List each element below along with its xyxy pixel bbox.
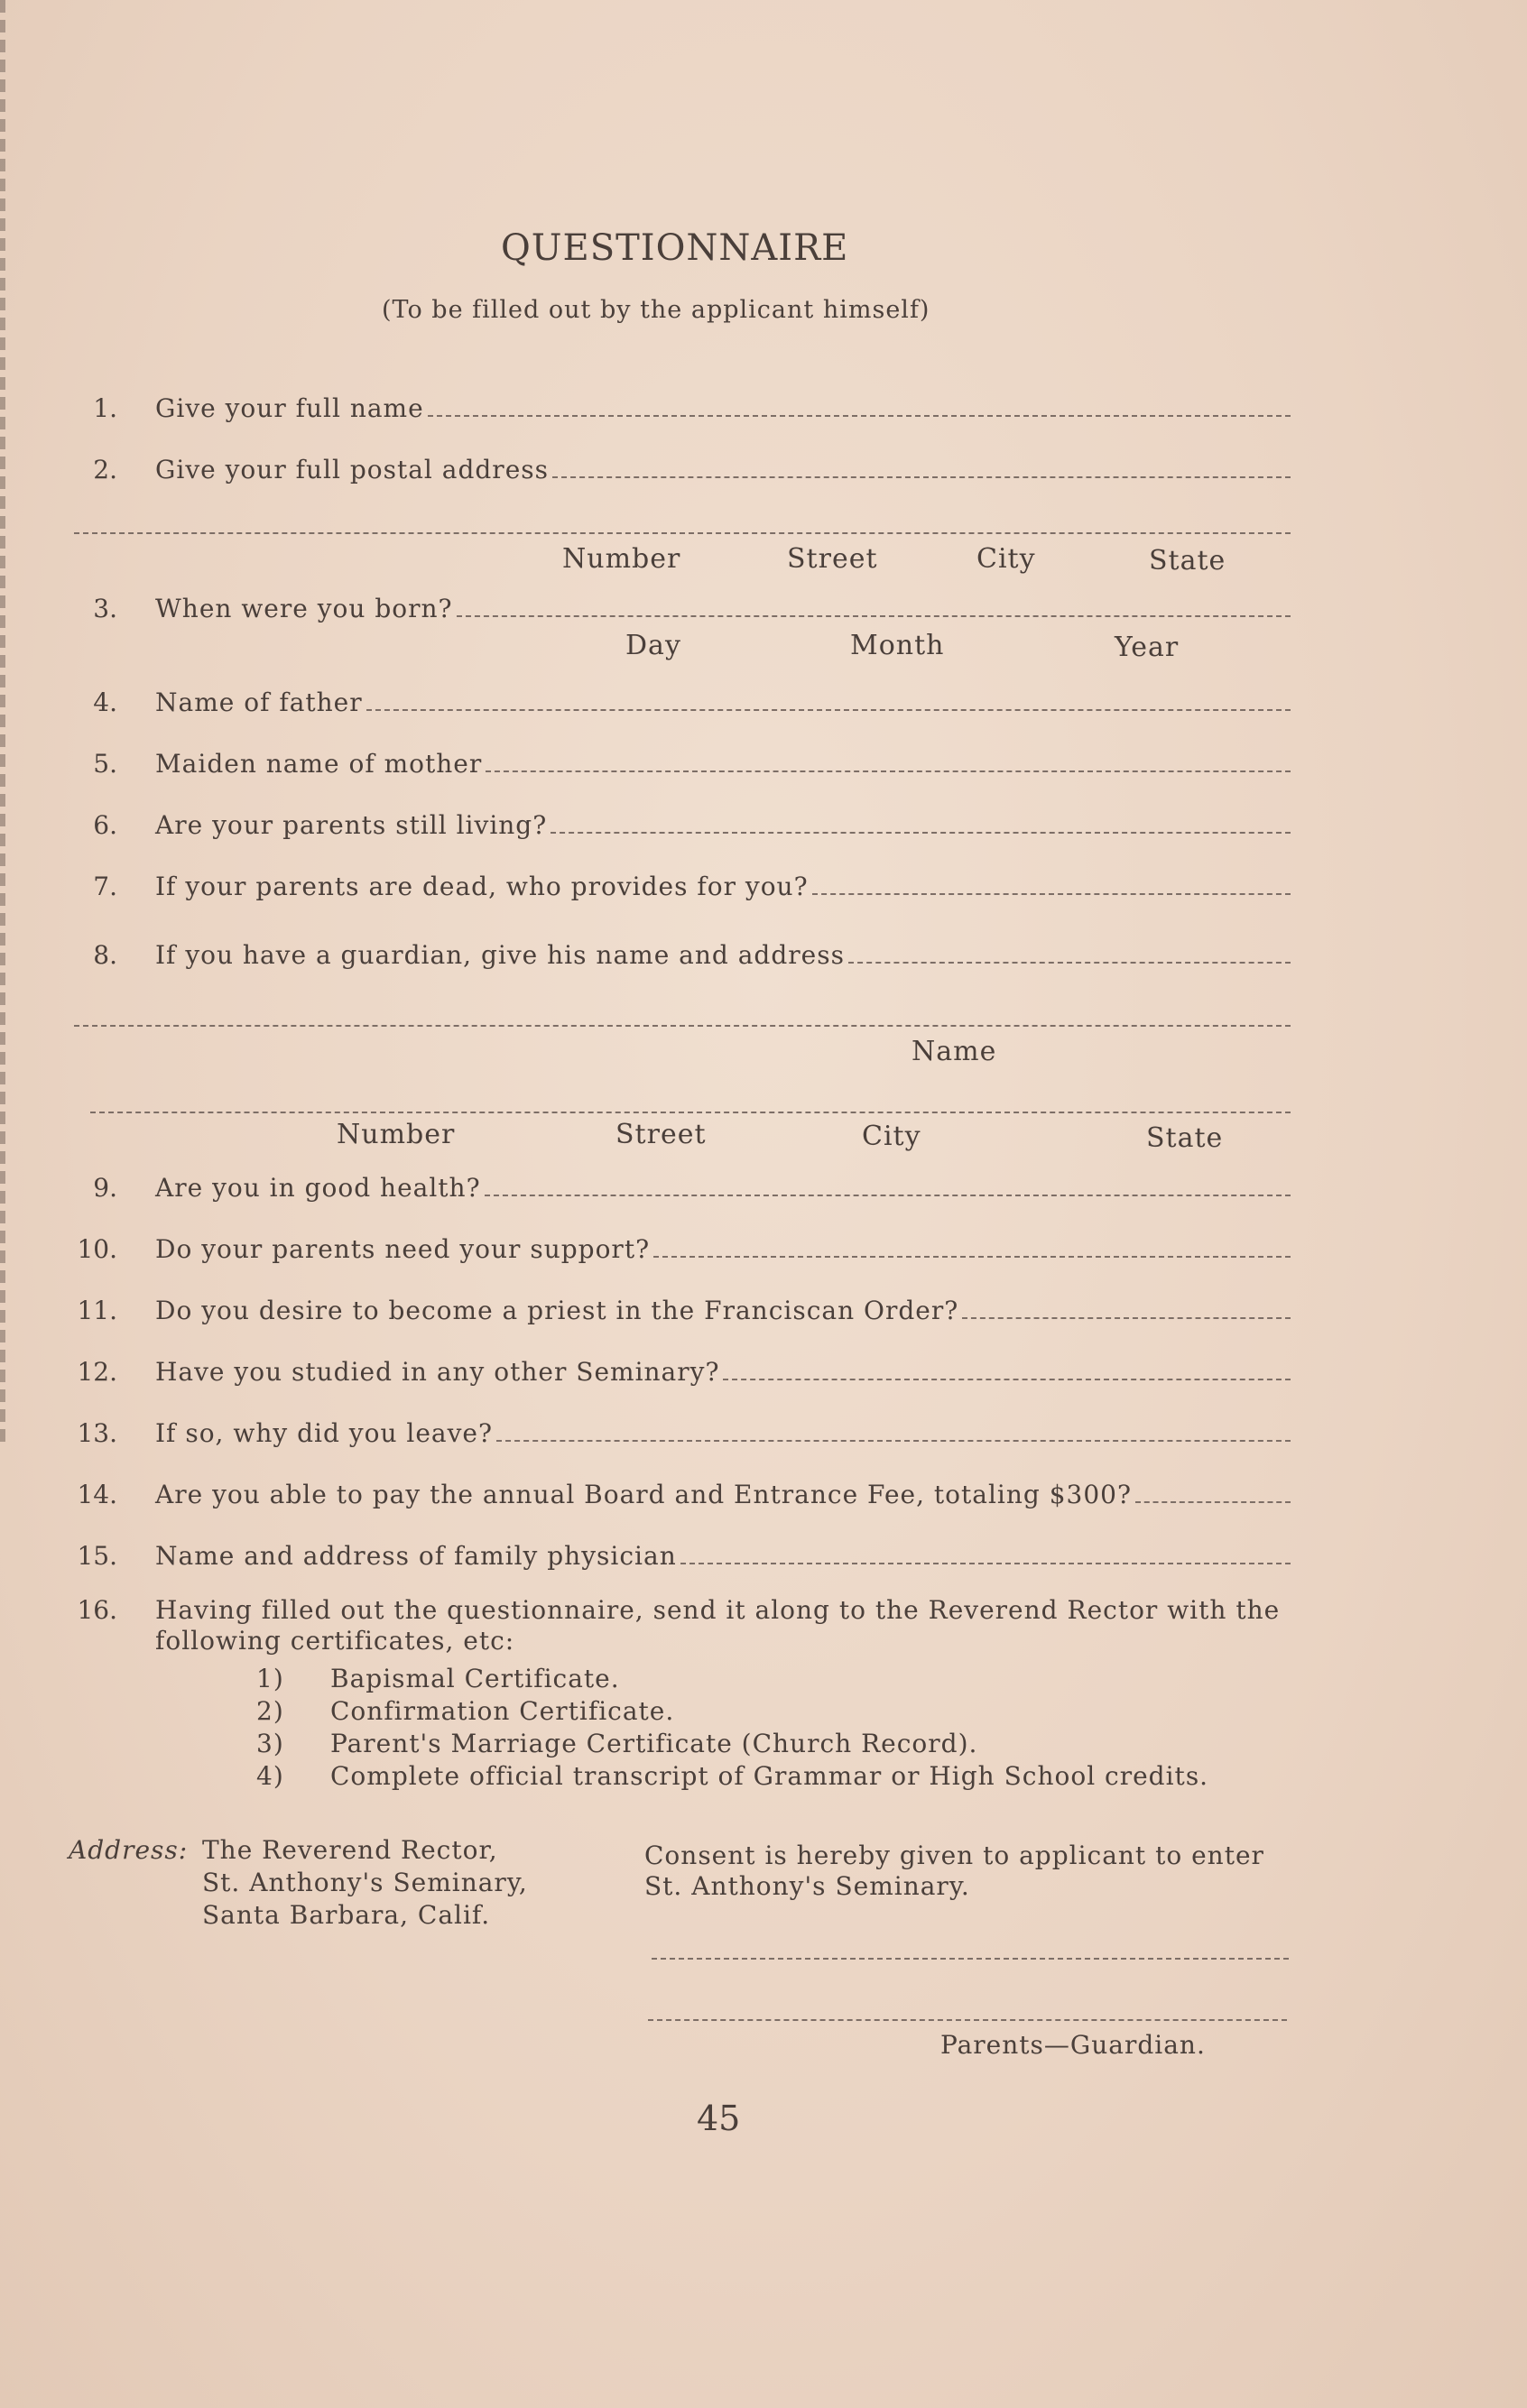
question-text: Are you able to pay the annual Board and Entrance Fee, totaling $300? <box>155 1480 1132 1509</box>
question-text: Give your full name <box>155 393 424 423</box>
caption-number: Number <box>337 1119 456 1150</box>
question-text: If so, why did you leave? <box>155 1418 494 1448</box>
question-12 <box>155 1357 1291 1388</box>
question-13 <box>155 1418 1291 1449</box>
caption-city: City <box>976 543 1036 575</box>
question-number: 16. <box>77 1595 117 1625</box>
question-number: 14. <box>77 1480 117 1509</box>
answer-field-guardian[interactable] <box>848 942 1291 964</box>
certificate-item: Complete official transcript of Grammar or High School credits. <box>330 1761 1209 1791</box>
question-number: 10. <box>77 1234 117 1264</box>
question-3 <box>155 594 1291 624</box>
answer-field-postal-address[interactable] <box>552 457 1291 478</box>
question-number: 3. <box>93 594 117 623</box>
page-subtitle: (To be filled out by the applicant himself) <box>382 296 930 324</box>
answer-field-guardian-name-line[interactable] <box>74 1025 1291 1027</box>
answer-field-physician[interactable] <box>680 1543 1291 1564</box>
certificate-number: 1) <box>256 1664 284 1693</box>
address-line-3: Santa Barbara, Calif. <box>202 1900 491 1930</box>
answer-field-leave-reason[interactable] <box>496 1420 1291 1442</box>
caption-number: Number <box>562 543 681 575</box>
answer-field-mother-maiden-name[interactable] <box>486 751 1291 772</box>
question-number: 4. <box>93 687 117 717</box>
question-8 <box>155 940 1291 971</box>
question-number: 2. <box>93 455 117 484</box>
question-11 <box>155 1296 1291 1326</box>
question-number: 13. <box>77 1418 117 1448</box>
answer-field-support[interactable] <box>653 1236 1291 1258</box>
signature-line-2[interactable] <box>648 2019 1287 2021</box>
caption-street: Street <box>787 543 878 575</box>
address-line-2: St. Anthony's Seminary, <box>202 1868 528 1897</box>
question-7 <box>155 872 1291 902</box>
answer-field-father-name[interactable] <box>366 689 1291 711</box>
certificate-item: Bapismal Certificate. <box>330 1664 620 1693</box>
question-16-text: Having filled out the questionnaire, send it along to the Reverend Rector with the following certificates, etc: <box>155 1595 1281 1656</box>
answer-field-guardian-address-line[interactable] <box>90 1112 1291 1113</box>
page-title: QUESTIONNAIRE <box>501 227 849 269</box>
question-text: Do you desire to become a priest in the Franciscan Order? <box>155 1296 959 1325</box>
certificate-number: 3) <box>256 1729 284 1758</box>
question-10 <box>155 1234 1291 1265</box>
page-number: 45 <box>697 2099 741 2138</box>
certificate-item: Parent's Marriage Certificate (Church Record). <box>330 1729 978 1758</box>
answer-field-full-name[interactable] <box>428 395 1291 417</box>
certificate-number: 4) <box>256 1761 284 1791</box>
caption-city: City <box>862 1121 921 1152</box>
question-text: Name and address of family physician <box>155 1541 677 1571</box>
answer-field-fee[interactable] <box>1135 1481 1291 1503</box>
answer-field-other-seminary[interactable] <box>723 1359 1291 1380</box>
answer-field-birth-date[interactable] <box>457 595 1291 617</box>
question-text: If your parents are dead, who provides for you? <box>155 872 809 901</box>
signature-caption: Parents—Guardian. <box>940 2030 1206 2060</box>
question-number: 12. <box>77 1357 117 1387</box>
question-text: Give your full postal address <box>155 455 549 484</box>
question-number: 11. <box>77 1296 117 1325</box>
question-number: 5. <box>93 749 117 779</box>
question-number: 6. <box>93 810 117 840</box>
question-4 <box>155 687 1291 718</box>
certificate-number: 2) <box>256 1696 284 1726</box>
question-number: 9. <box>93 1173 117 1203</box>
caption-year: Year <box>1115 632 1180 663</box>
caption-state: State <box>1146 1122 1224 1154</box>
question-9 <box>155 1173 1291 1204</box>
answer-field-provider[interactable] <box>812 873 1291 895</box>
question-2 <box>155 455 1291 485</box>
caption-state: State <box>1149 545 1226 577</box>
caption-name: Name <box>912 1036 997 1067</box>
question-text: Have you studied in any other Seminary? <box>155 1357 720 1387</box>
question-text: When were you born? <box>155 594 453 623</box>
signature-line-1[interactable] <box>652 1958 1289 1960</box>
question-text: Maiden name of mother <box>155 749 483 779</box>
question-text: Are your parents still living? <box>155 810 548 840</box>
answer-field-health[interactable] <box>485 1175 1291 1196</box>
caption-day: Day <box>625 630 681 661</box>
binding-edge <box>0 0 5 1444</box>
question-15 <box>155 1541 1291 1572</box>
question-number: 8. <box>93 940 117 970</box>
consent-line-1: Consent is hereby given to applicant to enter <box>644 1841 1264 1870</box>
question-6 <box>155 810 1291 841</box>
certificate-item: Confirmation Certificate. <box>330 1696 675 1726</box>
question-number: 7. <box>93 872 117 901</box>
question-14 <box>155 1480 1291 1510</box>
caption-street: Street <box>615 1119 707 1150</box>
answer-field-postal-address-line2[interactable] <box>74 532 1291 534</box>
consent-line-2: St. Anthony's Seminary. <box>644 1871 970 1901</box>
question-number: 15. <box>77 1541 117 1571</box>
address-label: Address: <box>69 1835 189 1865</box>
question-text: Do your parents need your support? <box>155 1234 651 1264</box>
question-number: 1. <box>93 393 117 423</box>
answer-field-priest-desire[interactable] <box>962 1297 1291 1319</box>
answer-field-parents-living[interactable] <box>551 812 1291 834</box>
question-text: If you have a guardian, give his name and address <box>155 940 845 970</box>
question-5 <box>155 749 1291 780</box>
question-text: Name of father <box>155 687 363 717</box>
caption-month: Month <box>850 630 945 661</box>
address-line-1: The Reverend Rector, <box>202 1835 498 1865</box>
question-text: Are you in good health? <box>155 1173 481 1203</box>
question-1 <box>155 393 1291 424</box>
